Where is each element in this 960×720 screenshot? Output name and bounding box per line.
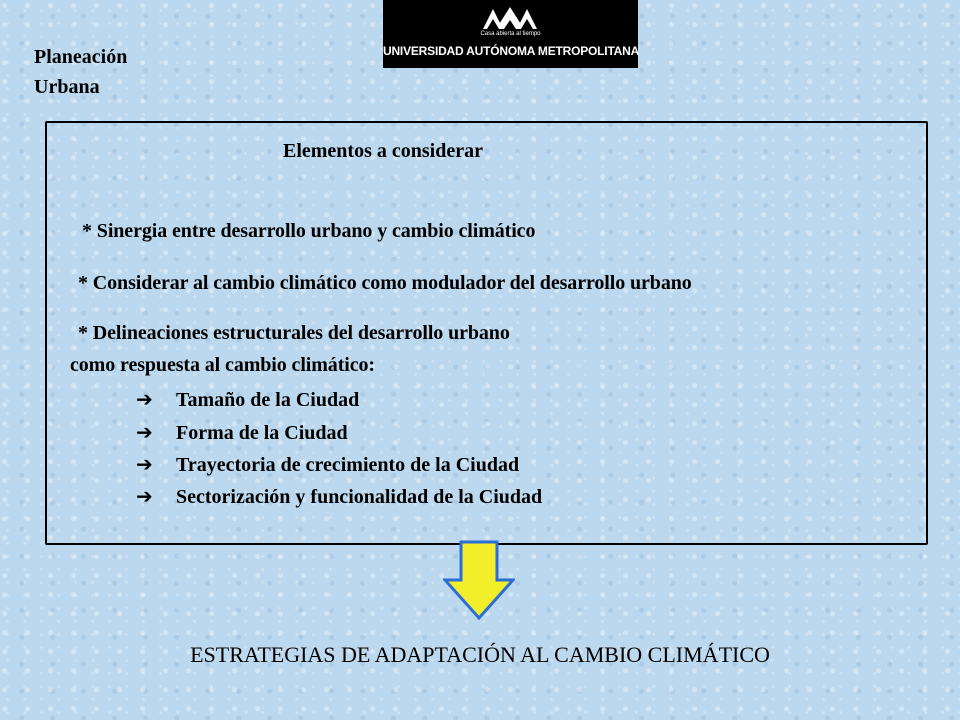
bullet-delineations: * Delineaciones estructurales del desarrollo urbano — [78, 322, 510, 344]
title-line-2: Urbana — [34, 76, 100, 98]
slide-title — [34, 42, 127, 102]
right-arrow-icon: ➔ — [136, 387, 153, 411]
title-line-1: Planeación — [34, 46, 128, 68]
right-arrow-icon: ➔ — [136, 484, 153, 508]
list-item — [136, 420, 348, 445]
list-item — [136, 452, 519, 477]
bullet-delineations-cont: como respuesta al cambio climático: — [70, 354, 375, 376]
uam-emblem-icon — [383, 5, 638, 31]
down-arrow-icon — [443, 540, 515, 620]
strategies-footer: ESTRATEGIAS DE ADAPTACIÓN AL CAMBIO CLIMÁTICO — [190, 642, 770, 667]
list-item — [136, 387, 359, 412]
list-item-label: Trayectoria de crecimiento de la Ciudad — [176, 454, 520, 476]
bullet-modulator: * Considerar al cambio climático como modulador del desarrollo urbano — [78, 272, 692, 294]
university-logo — [383, 0, 638, 68]
list-item-label: Forma de la Ciudad — [176, 422, 348, 444]
list-item — [136, 484, 542, 509]
bullet-synergy: * Sinergia entre desarrollo urbano y cambio climático — [82, 220, 536, 242]
logo-name: UNIVERSIDAD AUTÓNOMA METROPOLITANA — [383, 44, 640, 58]
list-item-label: Tamaño de la Ciudad — [176, 389, 360, 411]
right-arrow-icon: ➔ — [136, 420, 153, 444]
list-item-label: Sectorización y funcionalidad de la Ciudad — [176, 486, 543, 508]
right-arrow-icon: ➔ — [136, 452, 153, 476]
logo-tagline: Casa abierta al tiempo — [480, 31, 541, 37]
box-heading: Elementos a considerar — [283, 140, 483, 162]
